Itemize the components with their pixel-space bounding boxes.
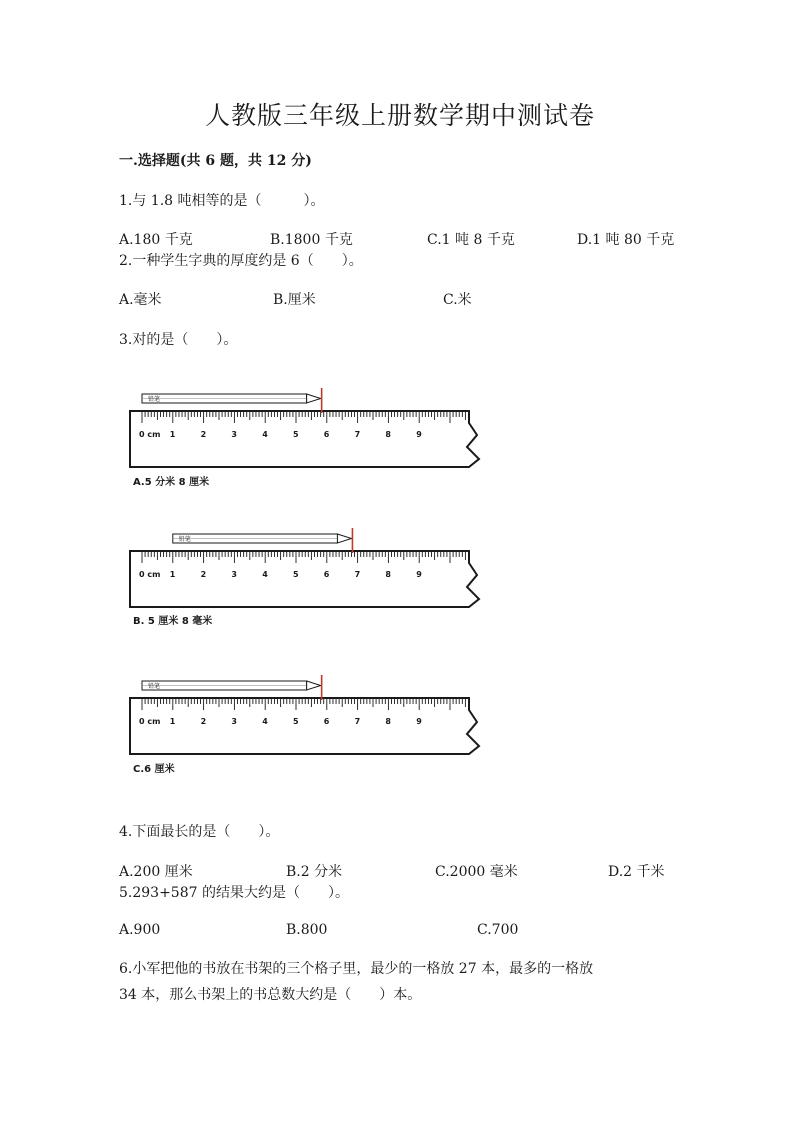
question-1-option-c[interactable]: C.1 吨 8 千克 [427,232,515,248]
figure-b-caption: B. 5 厘米 8 毫米 [133,616,213,627]
question-6-stem [119,956,679,1008]
question-4-option-d[interactable]: D.2 千米 [608,864,665,880]
ruler-number-label: 4 [262,430,268,439]
ruler-figure-a[interactable] [125,385,490,475]
ruler-number-label: 8 [385,717,391,726]
question-2-option-c[interactable]: C.米 [443,292,472,308]
ruler-number-label: 4 [262,570,268,579]
ruler-number-label: 2 [200,430,207,439]
page-title: 人教版三年级上册数学期中测试卷 [204,101,595,130]
pencil-label: 铅笔 [178,536,191,543]
figure-a-caption: A.5 分米 8 厘米 [133,477,210,488]
ruler-number-label: 5 [293,430,299,439]
ruler-body [130,698,479,754]
question-4-stem: 4.下面最长的是（ ）。 [119,824,280,840]
ruler-number-label: 3 [231,717,237,726]
ruler-number-label: 9 [416,430,422,439]
question-6-line-1: 6.小军把他的书放在书架的三个格子里，最少的一格放 27 本，最多的一格放 [119,961,594,977]
ruler-number-label: 8 [385,430,391,439]
ruler-number-label: 9 [416,570,422,579]
ruler-number-label: 6 [323,430,330,439]
ruler-number-label: 0 cm [139,430,161,439]
ruler-number-label: 7 [354,570,361,579]
ruler-body [130,551,479,607]
ruler-number-label: 0 cm [139,570,161,579]
pencil-label: 铅笔 [148,683,161,690]
question-1-option-a[interactable]: A.180 千克 [119,232,193,248]
question-5-option-a[interactable]: A.900 [119,922,161,938]
ruler-number-label: 7 [354,717,361,726]
ruler-number-label: 0 cm [139,717,161,726]
ruler-number-label: 6 [323,570,330,579]
ruler-number-label: 1 [169,430,176,439]
question-5-stem: 5.293+587 的结果大约是（ ）。 [119,885,349,901]
question-5-option-b[interactable]: B.800 [286,922,328,938]
pencil-label: 铅笔 [148,396,161,403]
question-1-option-d[interactable]: D.1 吨 80 千克 [577,232,675,248]
question-4-option-a[interactable]: A.200 厘米 [119,864,193,880]
question-1-stem: 1.与 1.8 吨相等的是（ ）。 [119,193,325,209]
question-6-line-2: 34 本，那么书架上的书总数大约是（ ）本。 [119,987,422,1003]
question-3-stem: 3.对的是（ ）。 [119,332,238,348]
ruler-body [130,411,479,467]
ruler-figure-c[interactable] [125,672,490,762]
question-2-option-b[interactable]: B.厘米 [273,292,316,308]
ruler-number-label: 2 [200,717,207,726]
section-heading: 一.选择题(共 6 题，共 12 分) [119,153,312,169]
pencil-tip [337,534,351,543]
ruler-number-label: 5 [293,570,299,579]
figure-c-caption: C.6 厘米 [133,764,175,775]
ruler-number-label: 9 [416,717,422,726]
question-2-stem: 2.一种学生字典的厚度约是 6（ ）。 [119,253,363,269]
pencil-tip [307,394,321,403]
ruler-number-label: 5 [293,717,299,726]
question-4-option-b[interactable]: B.2 分米 [286,864,343,880]
ruler-number-label: 8 [385,570,391,579]
ruler-number-label: 6 [323,717,330,726]
ruler-number-label: 1 [169,717,176,726]
pencil-tip [307,681,321,690]
ruler-figure-b[interactable] [125,525,490,615]
ruler-number-label: 3 [231,570,237,579]
ruler-number-label: 1 [169,570,176,579]
ruler-number-label: 4 [262,717,268,726]
question-2-option-a[interactable]: A.毫米 [119,292,162,308]
ruler-number-label: 3 [231,430,237,439]
question-1-option-b[interactable]: B.1800 千克 [270,232,353,248]
ruler-number-label: 2 [200,570,207,579]
question-5-option-c[interactable]: C.700 [477,922,519,938]
ruler-number-label: 7 [354,430,361,439]
question-4-option-c[interactable]: C.2000 毫米 [435,864,518,880]
